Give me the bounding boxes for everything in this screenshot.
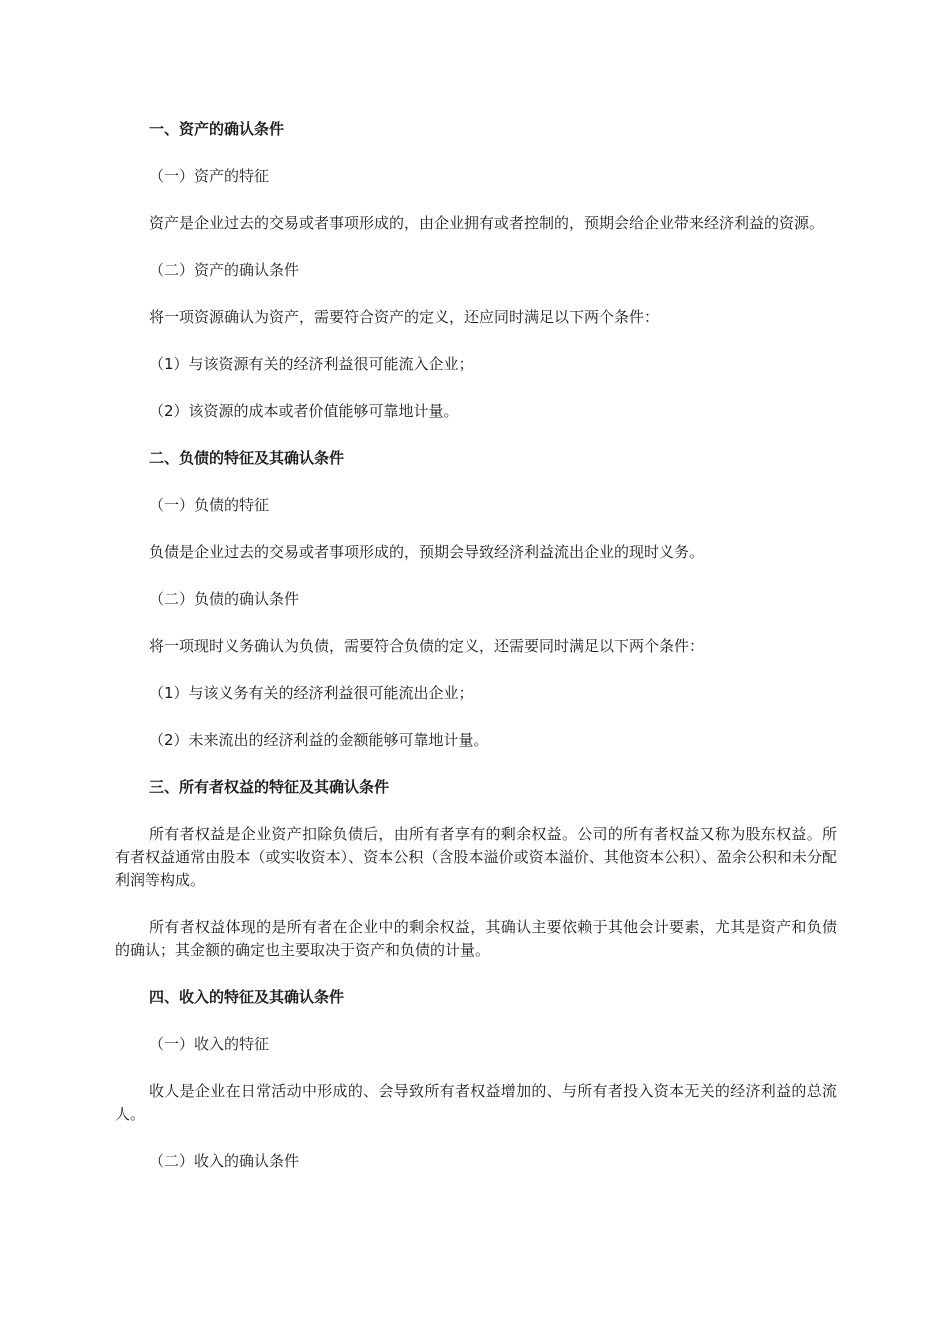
paragraph-liability-conditions-intro: 将一项现时义务确认为负债，需要符合负债的定义，还需要同时满足以下两个条件： [149,637,705,655]
paragraph-liability-definition: 负债是企业过去的交易或者事项形成的，预期会导致经济利益流出企业的现时义务。 [149,543,705,561]
paragraph-asset-conditions-intro: 将一项资源确认为资产，需要符合资产的定义，还应同时满足以下两个条件： [149,308,660,326]
subheading-revenue-recognition: （二）收入的确认条件 [149,1152,300,1170]
subheading-revenue-features: （一）收入的特征 [149,1035,270,1053]
subheading-liability-recognition: （二）负债的确认条件 [149,590,300,608]
paragraph-equity-recognition: 所有者权益体现的是所有者在企业中的剩余权益，其确认主要依赖于其他会计要素，尤其是资产和负债的确认；其金额的确定也主要取决于资产和负债的计量。 [115,918,837,959]
section-heading-revenue: 四、收入的特征及其确认条件 [149,988,345,1006]
section-heading-liabilities: 二、负债的特征及其确认条件 [149,449,345,467]
list-item-liability-condition-2: （2）未来流出的经济利益的金额能够可靠地计量。 [149,731,489,749]
list-item-asset-condition-2: （2）该资源的成本或者价值能够可靠地计量。 [149,402,459,420]
list-item-liability-condition-1: （1）与该义务有关的经济利益很可能流出企业； [149,684,474,702]
paragraph-equity-definition: 所有者权益是企业资产扣除负债后，由所有者享有的剩余权益。公司的所有者权益又称为股东权益。所有者权益通常由股本（或实收资本）、资本公积（含股本溢价或资本溢价、其他资本公积）、盈余公积和未分配利润等构成。 [115,825,837,889]
subheading-liability-features: （一）负债的特征 [149,496,270,514]
paragraph-revenue-definition: 收人是企业在日常活动中形成的、会导致所有者权益增加的、与所有者投入资本无关的经济利益的总流人。 [115,1082,837,1123]
section-heading-assets: 一、资产的确认条件 [149,120,285,138]
list-item-asset-condition-1: （1）与该资源有关的经济利益很可能流入企业； [149,355,474,373]
section-heading-equity: 三、所有者权益的特征及其确认条件 [149,778,390,796]
subheading-asset-features: （一）资产的特征 [149,167,270,185]
paragraph-asset-definition: 资产是企业过去的交易或者事项形成的，由企业拥有或者控制的，预期会给企业带来经济利益的资源。 [149,214,825,232]
subheading-asset-recognition: （二）资产的确认条件 [149,261,300,279]
document-body [115,118,837,1197]
